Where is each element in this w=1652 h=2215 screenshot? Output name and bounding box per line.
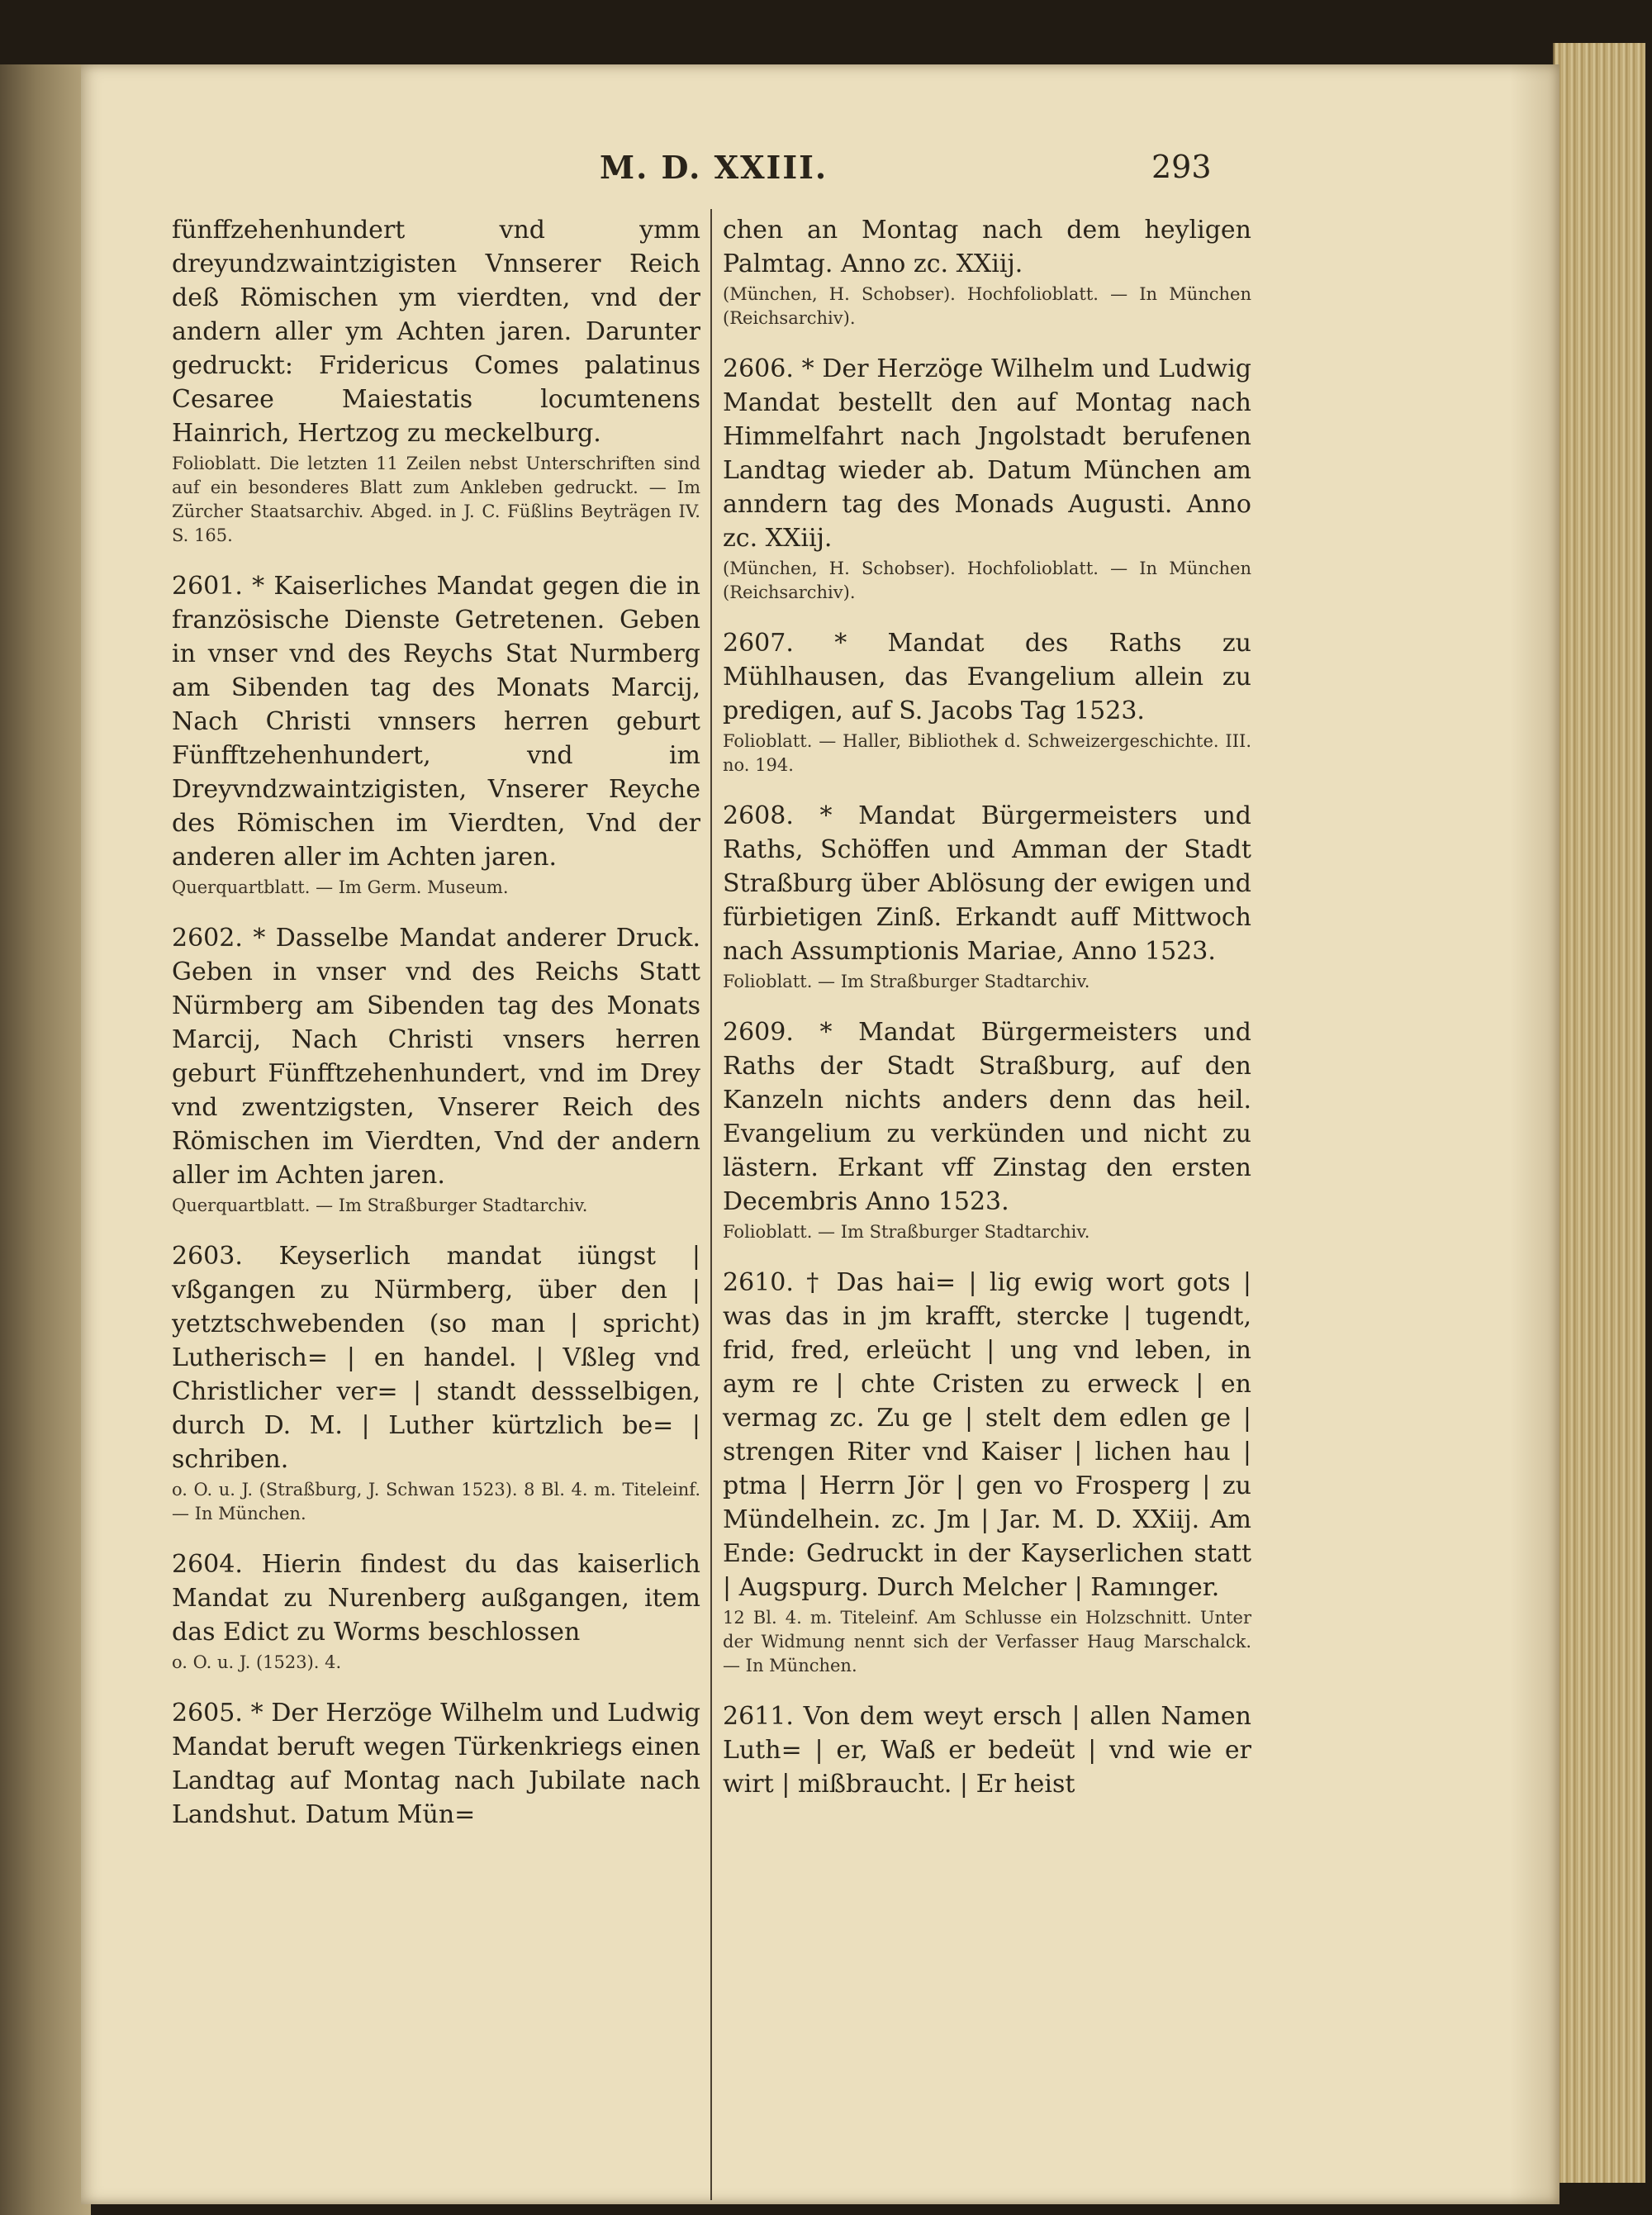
running-head-title: M. D. XXIII. xyxy=(600,149,828,186)
entry-note: (München, H. Schobser). Hochfolioblatt. — In München (Reichsarchiv). xyxy=(723,284,1251,328)
page-number: 293 xyxy=(1151,149,1212,185)
entry-2607 xyxy=(723,626,1251,777)
entry-2606 xyxy=(723,352,1251,605)
entry-2605-continued xyxy=(723,213,1251,330)
column-rule xyxy=(710,209,712,2200)
book-page-edges xyxy=(1553,43,1645,2183)
facing-page-edge xyxy=(0,64,91,2215)
right-column xyxy=(723,213,1251,1823)
entry-note: Folioblatt. — Im Straßburger Stadtarchiv. xyxy=(723,972,1090,991)
entry-continuation xyxy=(172,213,700,548)
entry-text: 2601. * Kaiserliches Mandat gegen die in französische Dienste Getretenen. Geben in vnser vnd des Reychs Stat Nurmberg am Sibenden tag des Monats Marcij, Nach Christi vnnsers herren geburt Fünfftzehenhundert, vnd im Dreyvndzwaintzigisten, Vnserer Reyche des Römischen im Vierdten, Vnd der anderen aller im Achten jaren. xyxy=(172,572,700,872)
entry-note: o. O. u. J. (1523). 4. xyxy=(172,1652,342,1672)
entry-note: Querquartblatt. — Im Germ. Museum. xyxy=(172,877,509,897)
entry-text: fünffzehenhundert vnd ymm dreyundzwaintzigisten Vnnserer Reich deß Römischen ym vierdten, vnd der andern aller ym Achten jaren. Darunter gedruckt: Fridericus Comes palatinus Cesaree Maiestatis locumtenens Hainrich, Hertzog zu meckelburg. xyxy=(172,216,700,448)
entry-text: 2611. Von dem weyt ersch | allen Namen Luth= | er, Waß er bedeüt | vnd wie er wirt | mißbraucht. | Er heist xyxy=(723,1702,1251,1799)
entry-2605 xyxy=(172,1696,700,1832)
running-head xyxy=(81,149,1559,198)
entry-text: 2604. Hierin findest du das kaiserlich Mandat zu Nurenberg außgangen, item das Edict zu Worms beschlossen xyxy=(172,1550,700,1647)
entry-text: chen an Montag nach dem heyligen Palmtag. Anno zc. XXiij. xyxy=(723,216,1251,278)
entry-text: 2606. * Der Herzöge Wilhelm und Ludwig Mandat bestellt den auf Montag nach Himmelfahrt nach Jngolstadt berufenen Landtag wieder ab. Datum München am anndern tag des Monads Augusti. Anno zc. XXiij. xyxy=(723,354,1251,553)
left-column xyxy=(172,213,700,1853)
entry-2603 xyxy=(172,1239,700,1526)
entry-2601 xyxy=(172,569,700,900)
entry-2604 xyxy=(172,1547,700,1675)
entry-text: 2609. * Mandat Bürgermeisters und Raths der Stadt Straßburg, auf den Kanzeln nichts anders denn das heil. Evangelium zu verkünden und nicht zu lästern. Erkant vff Zinstag den ersten Decembris Anno 1523. xyxy=(723,1018,1251,1216)
entry-note: o. O. u. J. (Straßburg, J. Schwan 1523). 8 Bl. 4. m. Titeleinf. — In München. xyxy=(172,1480,700,1523)
entry-text: 2603. Keyserlich mandat iüngst | vßgangen zu Nürmberg, über den | yetztschwebenden (so man | spricht) Lutherisch= | en handel. | Vßleg vnd Christlicher ver= | standt dessselbigen, durch D. M. | Luther kürtzlich be= | schriben. xyxy=(172,1242,700,1474)
entry-note: Folioblatt. — Im Straßburger Stadtarchiv. xyxy=(723,1222,1090,1242)
entry-text: 2602. * Dasselbe Mandat anderer Druck. Geben in vnser vnd des Reichs Statt Nürmberg am Sibenden tag des Monats Marcij, Nach Christi vnsers herren geburt Fünfftzehenhundert, vnd im Drey vnd zwentzigsten, Vnserer Reich des Römischen im Vierdten, Vnd der andern aller im Achten jaren. xyxy=(172,924,700,1190)
entry-text: 2607. * Mandat des Raths zu Mühlhausen, das Evangelium allein zu predigen, auf S. Jacobs Tag 1523. xyxy=(723,629,1251,725)
entry-note: (München, H. Schobser). Hochfolioblatt. — In München (Reichsarchiv). xyxy=(723,559,1251,602)
entry-note: Folioblatt. — Haller, Bibliothek d. Schweizergeschichte. III. no. 194. xyxy=(723,731,1251,775)
entry-text: 2605. * Der Herzöge Wilhelm und Ludwig Mandat beruft wegen Türkenkriegs einen Landtag auf Montag nach Jubilate nach Landshut. Datum Mün= xyxy=(172,1699,700,1829)
book-page xyxy=(81,64,1559,2204)
entry-2609 xyxy=(723,1015,1251,1244)
entry-text: 2610. † Das hai= | lig ewig wort gots | was das in jm krafft, stercke | tugendt, frid, fred, erleücht | ung vnd leben, in aym re | chte Cristen zu erweck | en vermag zc. Zu ge | stelt dem edlen ge | strengen Riter vnd Kaiser | lichen hau | ptma | Herrn Jör | gen vo Frosperg | zu Mündelhein. zc. Jm | Jar. M. D. XXiij. Am Ende: Gedruckt in der Kayserlichen statt | Augspurg. Durch Melcher | Ramınger. xyxy=(723,1268,1251,1602)
entry-2608 xyxy=(723,799,1251,994)
entry-2610 xyxy=(723,1266,1251,1678)
entry-note: Folioblatt. Die letzten 11 Zeilen nebst Unterschriften sind auf ein besonderes Blatt zum Ankleben gedruckt. — Im Zürcher Staatsarchiv. Abged. in J. C. Füßlins Beyträgen IV. S. 165. xyxy=(172,454,700,545)
entry-note: Querquartblatt. — Im Straßburger Stadtarchiv. xyxy=(172,1195,588,1215)
entry-2611 xyxy=(723,1699,1251,1801)
entry-2602 xyxy=(172,921,700,1218)
entry-text: 2608. * Mandat Bürgermeisters und Raths, Schöffen und Amman der Stadt Straßburg über Ablösung der ewigen und fürbietigen Zinß. Erkandt auff Mittwoch nach Assumptionis Mariae, Anno 1523. xyxy=(723,801,1251,966)
entry-note: 12 Bl. 4. m. Titeleinf. Am Schlusse ein Holzschnitt. Unter der Widmung nennt sich der Verfasser Haug Marschalck. — In München. xyxy=(723,1608,1251,1676)
